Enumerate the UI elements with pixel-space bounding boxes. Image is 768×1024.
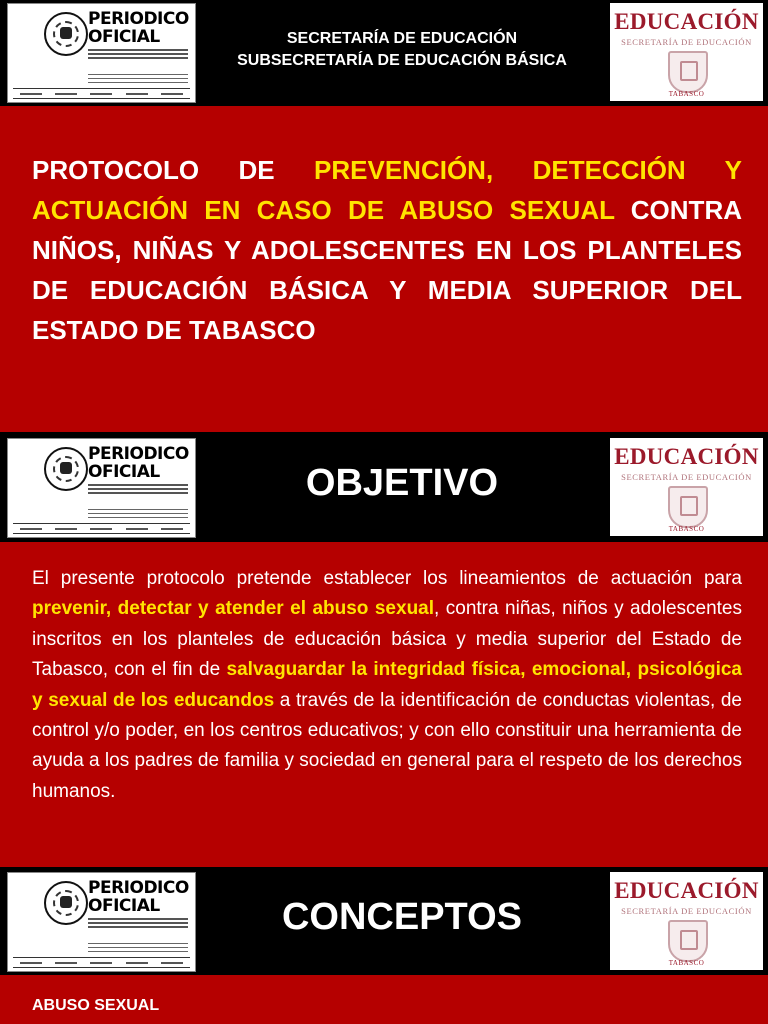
coat-of-arms-icon [44, 12, 88, 56]
coat-of-arms-icon [44, 881, 88, 925]
periodico-oficial-logo [7, 3, 196, 103]
educacion-logo [610, 3, 763, 101]
periodico-logo-text: PERIODICO OFICIAL [88, 444, 189, 482]
section-title-objetivo: OBJETIVO [305, 462, 499, 504]
concept-abuso-sexual: ABUSO SEXUAL [32, 997, 160, 1014]
educacion-logo-foot: TABASCO [668, 90, 705, 98]
coat-of-arms-icon [44, 447, 88, 491]
educacion-logo-word: EDUCACIÓN [614, 878, 759, 903]
objective-paragraph: El presente protocolo pretende establecer los lineamientos de actuación para prevenir, detectar y atender el abuso sexual, contra niñas, niños y adolescentes inscritos en los planteles de educación básica y media superior del Estado de Tabasco, con el fin de salvaguardar la integridad física, emocional, psicológica y sexual de los educandos a través de la identificación de conductas violentas, de control y/o poder, en los centros educativos; y con ello constituir una herramienta de ayuda a los padres de familia y sociedad en general para el respeto de los derechos humanos. [32, 568, 743, 802]
educacion-logo-foot: TABASCO [668, 525, 705, 533]
tabasco-shield-icon [668, 51, 708, 93]
periodico-oficial-logo [7, 438, 196, 538]
institution-header [194, 28, 610, 72]
educacion-logo [610, 438, 763, 536]
educacion-logo-subtitle: SECRETARÍA DE EDUCACIÓN [621, 472, 752, 482]
educacion-logo-word: EDUCACIÓN [614, 444, 759, 469]
objective-highlight-2: salvaguardar la integridad física, emocional, psicológica y sexual de los educandos [32, 659, 742, 711]
educacion-logo-foot: TABASCO [668, 959, 705, 967]
tabasco-shield-icon [668, 486, 708, 528]
educacion-logo-subtitle: SECRETARÍA DE EDUCACIÓN [621, 37, 752, 47]
educacion-logo-subtitle: SECRETARÍA DE EDUCACIÓN [621, 906, 752, 916]
periodico-oficial-logo [7, 872, 196, 972]
title-highlight: PREVENCIÓN, DETECCIÓN Y ACTUACIÓN EN CASO DE ABUSO SEXUAL [32, 155, 742, 225]
tabasco-shield-icon [668, 920, 708, 962]
protocol-title: PROTOCOLO DE PREVENCIÓN, DETECCIÓN Y ACTUACIÓN EN CASO DE ABUSO SEXUAL CONTRA NIÑOS, NIÑAS Y ADOLESCENTES EN LOS PLANTELES DE EDUCACIÓN BÁSICA Y MEDIA SUPERIOR DEL ESTADO DE TABASCO [32, 155, 742, 345]
educacion-logo-word: EDUCACIÓN [614, 9, 759, 34]
header-line-secretaria: SECRETARÍA DE EDUCACIÓN [286, 30, 518, 47]
educacion-logo [610, 872, 763, 970]
periodico-logo-text: PERIODICO OFICIAL [88, 9, 189, 47]
section-title-conceptos: CONCEPTOS [281, 896, 522, 938]
periodico-logo-text: PERIODICO OFICIAL [88, 878, 189, 916]
header-line-subsecretaria: SUBSECRETARÍA DE EDUCACIÓN BÁSICA [237, 52, 567, 69]
objective-highlight-1: prevenir, detectar y atender el abuso sexual [32, 598, 435, 620]
